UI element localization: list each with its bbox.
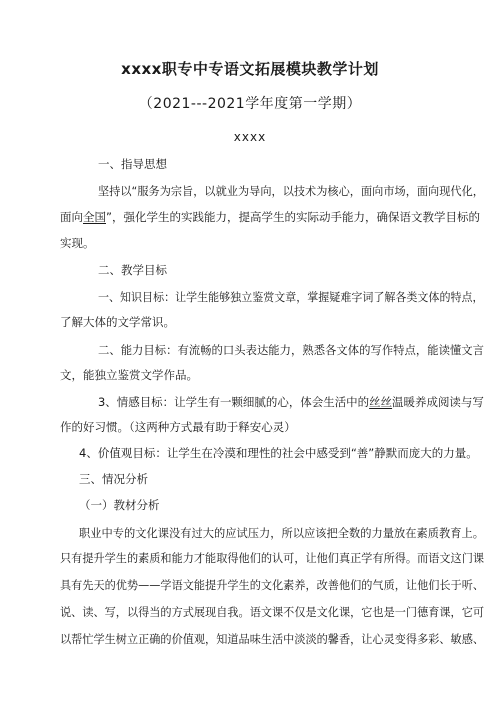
paragraph-line [60, 210, 480, 224]
paragraph-line: 了解大体的文学常识。 [60, 315, 175, 329]
subsection-heading-textbook-analysis: （一）教材分析 [79, 498, 160, 512]
paragraph-line: 一、知识目标：让学生能够独立鉴赏文章，掌握疑难字词了解各类文体的特点， [98, 290, 484, 304]
paragraph-line: 具有先天的优势——学语文能提升学生的文化素养，改善他们的气质，让他们长于听、 [60, 578, 485, 592]
document-author: xxxx [233, 130, 267, 144]
document-title: xxxx职专中专语文拓展模块教学计划 [121, 60, 379, 78]
paragraph-line: 文，能独立鉴赏文学作品。 [60, 368, 198, 382]
text-span: 面向 [60, 210, 83, 224]
underlined-text: 丝丝 [369, 395, 393, 409]
paragraph-line: 坚持以“服务为宗旨，以就业为导向，以技术为核心，面向市场，面向现代化， [98, 184, 484, 198]
paragraph-line [98, 395, 484, 409]
paragraph-line: 只有提升学生的素质和能力才能取得他们的认可，让他们真正学有所得。而语文这门课 [60, 551, 485, 565]
text-span: 温暖养成阅读与写 [392, 395, 484, 409]
paragraph-line: 作的好习惯。（这两种方式最有助于释安心灵） [60, 420, 296, 434]
text-span: ”，强化学生的实践能力，提高学生的实际动手能力，确保语文教学目标的 [106, 210, 480, 224]
paragraph-line: 职业中专的文化课没有过大的应试压力，所以应该把全数的力量放在素质教育上。 [79, 526, 485, 540]
section-heading-situation-analysis: 三、情况分析 [79, 472, 148, 486]
section-heading-teaching-goals: 二、教学目标 [98, 263, 167, 277]
text-span: 3、情感目标：让学生有一颗细腻的心，体会生活中的 [98, 395, 370, 409]
paragraph-line: 4、价值观目标：让学生在冷漠和理性的社会中感受到“善”静默而庞大的力量。 [79, 446, 478, 460]
paragraph-line: 说、读、写，以得当的方式展现自我。语文课不仅是文化课，它也是一门德育课，它可 [60, 605, 485, 619]
paragraph-line: 以帮忙学生树立正确的价值观，知道品味生活中淡淡的馨香，让心灵变得多彩、敏感、 [60, 632, 485, 646]
underlined-text: 全国 [83, 210, 106, 224]
paragraph-line: 二、能力目标：有流畅的口头表达能力，熟悉各文体的写作特点，能读懂文言 [98, 343, 484, 357]
paragraph-line: 实现。 [60, 236, 95, 250]
section-heading-guiding-ideology: 一、指导思想 [98, 157, 167, 171]
document-subtitle: （2021---2021学年度第一学期） [138, 96, 362, 112]
